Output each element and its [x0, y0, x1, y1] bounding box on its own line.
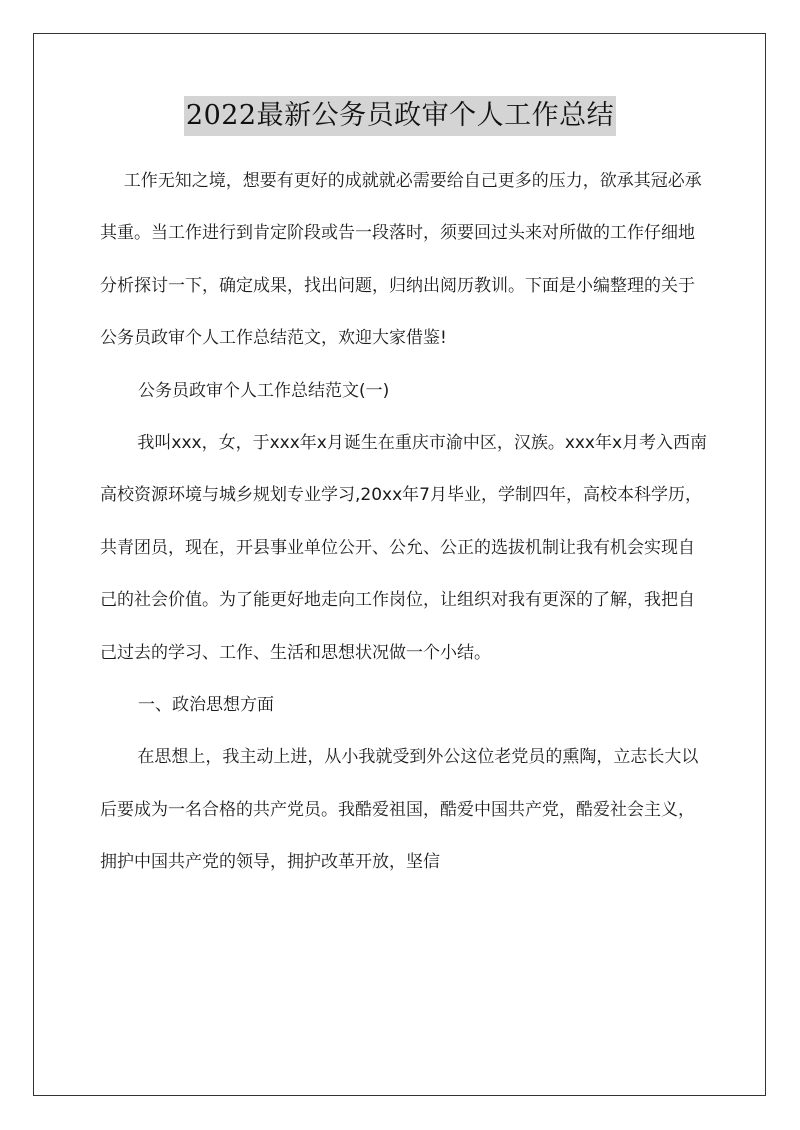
section-heading-example-one: 公务员政审个人工作总结范文(一): [138, 380, 390, 401]
document-body: [100, 155, 708, 889]
title-container: [0, 96, 800, 136]
political-thought-paragraph: 在思想上，我主动上进，从小我就受到外公这位老党员的熏陶，立志长大以后要成为一名合格的共产党员。我酷爱祖国，酷爱中国共产党，酷爱社会主义，拥护中国共产党的领导，拥护改革开放，坚信: [100, 747, 699, 873]
document-title: 2022最新公务员政审个人工作总结: [184, 96, 616, 136]
self-introduction-paragraph: 我叫xxx，女，于xxx年x月诞生在重庆市渝中区，汉族。xxx年x月考入西南高校资源环境与城乡规划专业学习,20xx年7月毕业，学制四年，高校本科学历，共青团员，现在，开县事业单位公开、公允、公正的选拔机制让我有机会实现自己的社会价值。为了能更好地走向工作岗位，让组织对我有更深的了解，我把自己过去的学习、工作、生活和思想状况做一个小结。: [100, 433, 708, 663]
section-heading-political-thought: 一、政治思想方面: [138, 695, 274, 716]
intro-paragraph: 工作无知之境，想要有更好的成就就必需要给自己更多的压力，欲承其冠必承其重。当工作进行到肯定阶段或告一段落时，须要回过头来对所做的工作仔细地分析探讨一下，确定成果，找出问题，归纳出阅历教训。下面是小编整理的关于公务员政审个人工作总结范文，欢迎大家借鉴!: [100, 171, 702, 349]
